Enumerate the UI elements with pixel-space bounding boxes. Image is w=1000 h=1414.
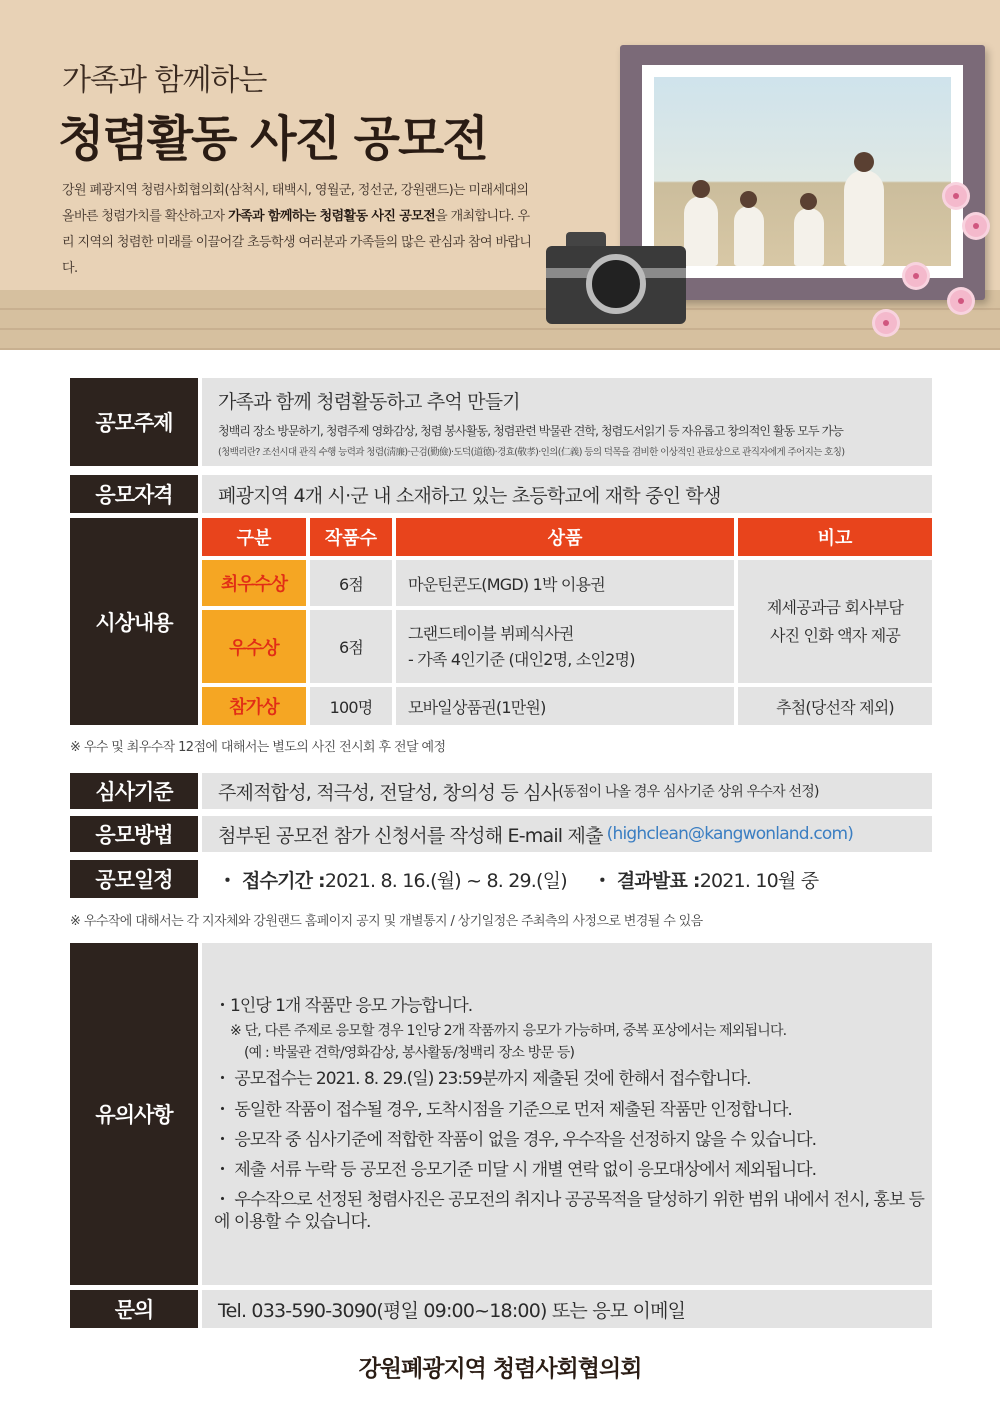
blossom-decoration [905, 265, 927, 287]
caution-item: ・ 응모작 중 심사기준에 적합한 작품이 없을 경우, 우수작을 선정하지 않을 수 있습니다. [214, 1129, 817, 1150]
topic-note: (청백리란? 조선시대 관직 수행 능력과 청렴(淸廉)·근검(勤儉)·도덕(道德)·경효(敬孝)·인의(仁義) 등의 덕목을 겸비한 이상적인 관료상으로 관직자에게 주어지는 호칭) [218, 446, 845, 458]
topic-content [202, 378, 932, 466]
award-category: 최우수상 [202, 560, 306, 606]
blossom-decoration [875, 312, 897, 334]
eligibility-text: 폐광지역 4개 시·군 내 소재하고 있는 초등학교에 재학 중인 학생 [202, 475, 932, 513]
eligibility-label: 응모자격 [70, 475, 198, 513]
awards-row [70, 518, 932, 725]
caution-subnote: ※ 단, 다른 주제로 응모할 경우 1인당 2개 작품까지 응모가 가능하며, 중복 포상에서는 제외됩니다. [230, 1023, 787, 1040]
criteria-label: 심사기준 [70, 773, 198, 809]
organizer-name: 강원폐광지역 청렴사회협의회 [358, 1356, 642, 1382]
award-remark: 추첨(당선작 제외) [738, 687, 932, 725]
schedule-text: ・ 접수기간 : 2021. 8. 16.(월) ~ 8. 29.(일) ・ 결과발표 : 2021. 10월 중 [202, 860, 932, 898]
topic-label: 공모주제 [70, 378, 198, 466]
email-link[interactable]: (highclean@kangwonland.com) [606, 824, 854, 844]
caution-row [70, 943, 932, 1285]
contact-text: Tel. 033-590-3090(평일 09:00~18:00) 또는 응모 이메일 [202, 1290, 932, 1328]
blossom-decoration [950, 290, 972, 312]
family-photo [654, 77, 951, 266]
contact-row [70, 1290, 932, 1328]
caution-item: ・1인당 1개 작품만 응모 가능합니다. [214, 995, 473, 1016]
caution-label: 유의사항 [70, 943, 198, 1285]
blossom-decoration [965, 215, 987, 237]
award-remark: 제세공과금 회사부담 사진 인화 액자 제공 [738, 560, 932, 683]
table-header-category: 구분 [202, 518, 306, 556]
caution-example: (예 : 박물관 견학/영화감상, 봉사활동/청백리 장소 방문 등) [244, 1044, 575, 1061]
page-subtitle: 가족과 함께하는 [62, 63, 267, 98]
award-count: 6점 [310, 610, 392, 683]
award-prize: 모바일상품권(1만원) [396, 687, 734, 725]
caution-content [202, 943, 932, 1285]
table-header-prize: 상품 [396, 518, 734, 556]
topic-sub: 청백리 장소 방문하기, 청렴주제 영화감상, 청렴 봉사활동, 청렴관련 박물관 견학, 청렴도서읽기 등 자유롭고 창의적인 활동 모두 가능 [218, 423, 843, 438]
award-prize: 그랜드테이블 뷔페식사권 - 가족 4인기준 (대인2명, 소인2명) [396, 610, 734, 683]
caution-item: ・ 공모접수는 2021. 8. 29.(일) 23:59분까지 제출된 것에 한해서 접수합니다. [214, 1069, 751, 1090]
topic-row [70, 378, 932, 466]
award-prize: 마운틴콘도(MGD) 1박 이용권 [396, 560, 734, 606]
table-header-count: 작품수 [310, 518, 392, 556]
method-text: 첨부된 공모전 참가 신청서를 작성해 E-mail 제출 (highclean@kangwonland.com) [202, 816, 932, 852]
method-row [70, 816, 932, 852]
method-label: 응모방법 [70, 816, 198, 852]
blossom-decoration [945, 185, 967, 207]
schedule-note: ※ 우수작에 대해서는 각 지자체와 강원랜드 홈페이지 공지 및 개별통지 / 상기일정은 주최측의 사정으로 변경될 수 있음 [70, 914, 703, 929]
table-header-remark: 비고 [738, 518, 932, 556]
eligibility-row [70, 475, 932, 513]
award-count: 6점 [310, 560, 392, 606]
awards-label: 시상내용 [70, 518, 198, 725]
criteria-row [70, 773, 932, 809]
topic-main: 가족과 함께 청렴활동하고 추억 만들기 [218, 390, 520, 413]
award-category: 우수상 [202, 610, 306, 683]
caution-item: ・ 동일한 작품이 접수될 경우, 도착시점을 기준으로 먼저 제출된 작품만 인정합니다. [214, 1099, 792, 1120]
page-title: 청렴활동 사진 공모전 [58, 111, 487, 167]
awards-note: ※ 우수 및 최우수작 12점에 대해서는 별도의 사진 전시회 후 전달 예정 [70, 740, 446, 755]
awards-table [202, 518, 932, 725]
schedule-label: 공모일정 [70, 860, 198, 898]
intro-text: 강원 폐광지역 청렴사회협의회(삼척시, 태백시, 영월군, 정선군, 강원랜드)는 미래세대의 올바른 청렴가치를 확산하고자 가족과 함께하는 청렴활동 사진 공모전을 개최합니다. 우리 지역의 청렴한 미래를 이끌어갈 초등학생 여러분과 가족들의 많은 관심과 참여 바랍니다. [62, 183, 532, 276]
criteria-text: 주제적합성, 적극성, 전달성, 창의성 등 심사 (동점이 나올 경우 심사기준 상위 우수자 선정) [202, 773, 932, 809]
caution-item: ・ 우수작으로 선정된 청렴사진은 공모전의 취지나 공공목적을 달성하기 위한 범위 내에서 전시, 홍보 등에 이용할 수 있습니다. [214, 1189, 924, 1232]
schedule-row [70, 860, 932, 898]
camera-illustration [546, 232, 686, 324]
award-category: 참가상 [202, 687, 306, 725]
contact-label: 문의 [70, 1290, 198, 1328]
header-banner [0, 0, 1000, 350]
caution-item: ・ 제출 서류 누락 등 공모전 응모기준 미달 시 개별 연락 없이 응모대상에서 제외됩니다. [214, 1159, 817, 1180]
award-count: 100명 [310, 687, 392, 725]
